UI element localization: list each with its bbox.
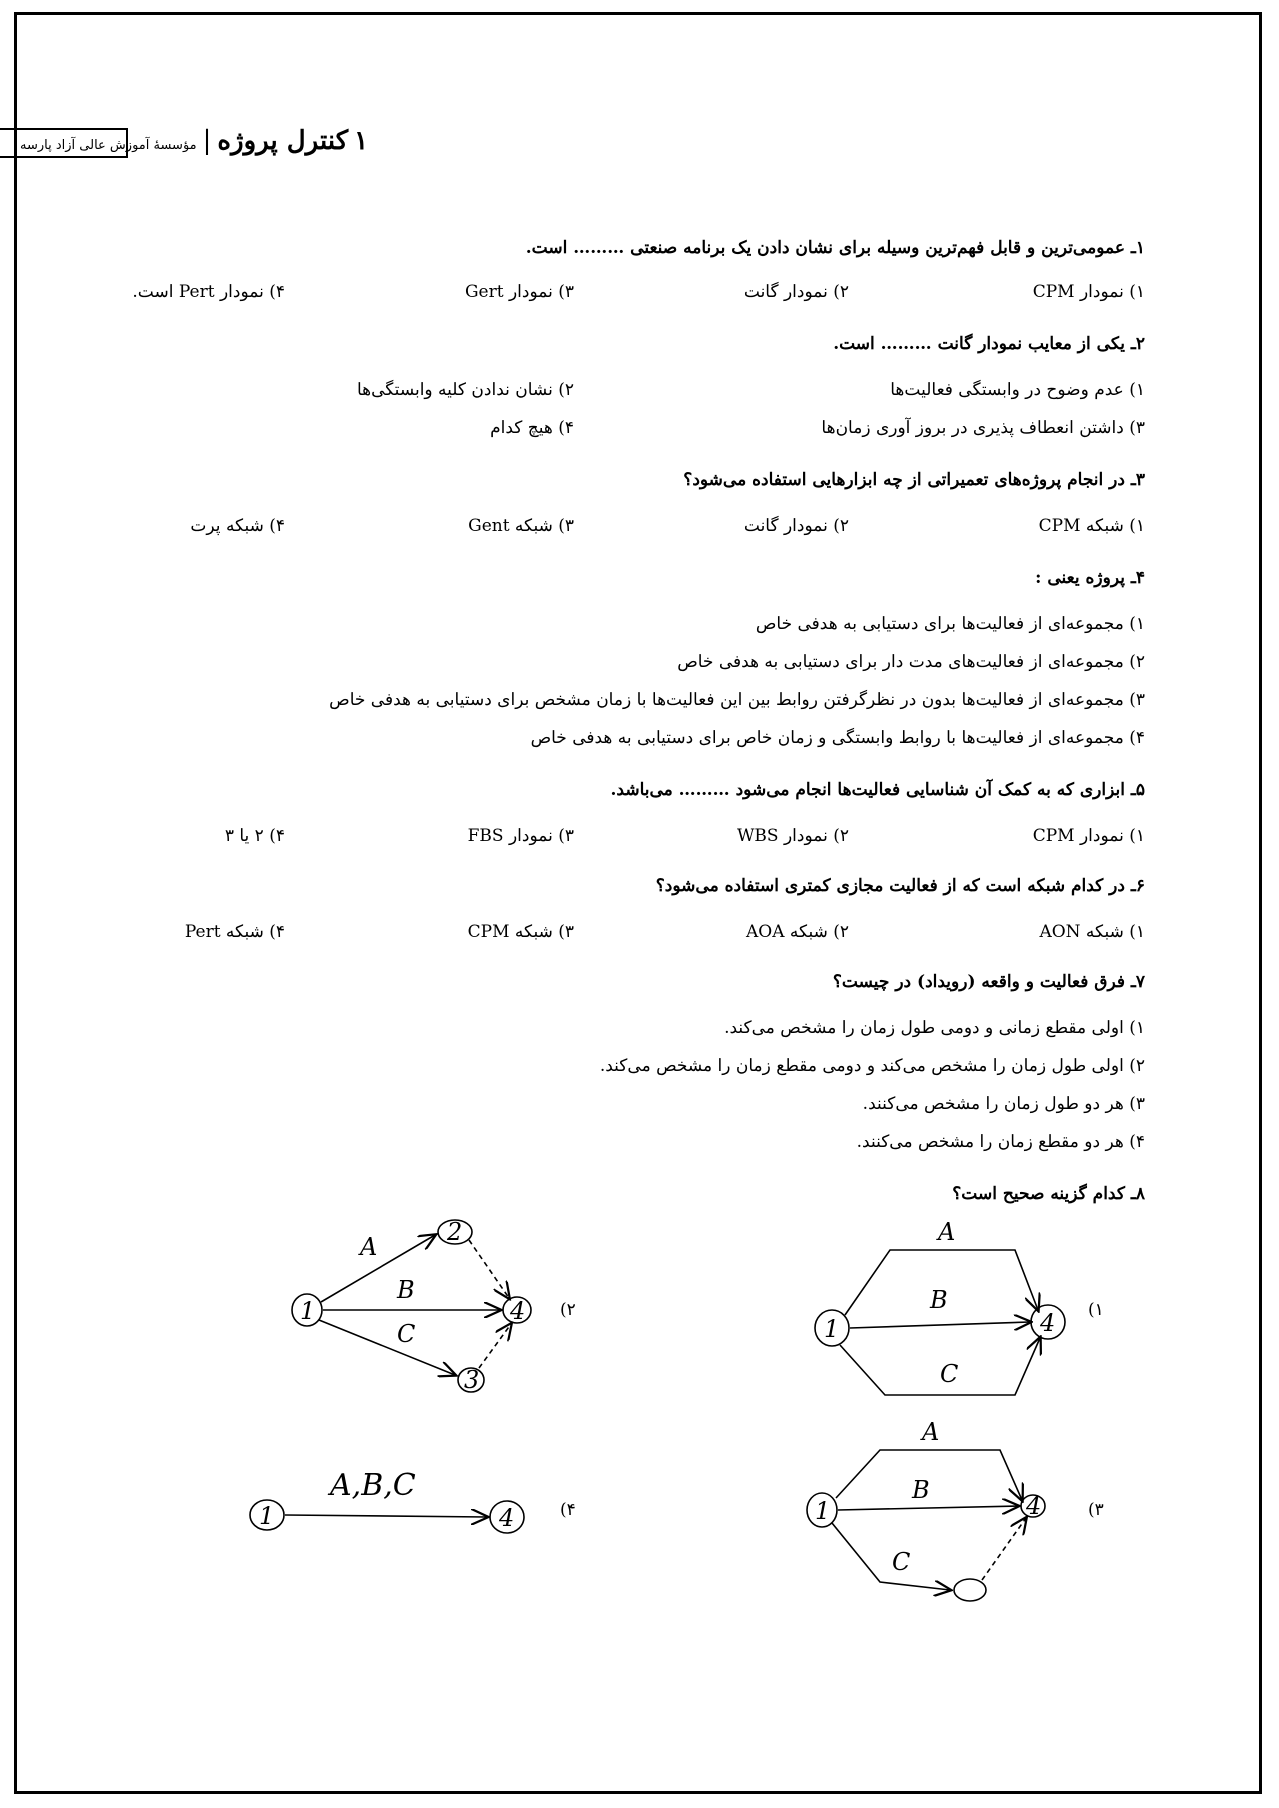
q1-option-4: ۴) نمودار Pert است. [132,282,285,302]
q8-option-4-label: ۴) [560,1500,576,1520]
q4-option-1: ۱) مجموعه‌ای از فعالیت‌ها برای دستیابی به هدفی خاص [755,614,1145,634]
question-6: ۶ـ در کدام شبکه است که از فعالیت مجازی کمتری استفاده می‌شود؟ [655,876,1145,896]
q7-option-2: ۲) اولی طول زمان را مشخص می‌کند و دومی مقطع زمان را مشخص می‌کند. [599,1056,1145,1076]
d2-label-a: A [360,1233,378,1261]
question-2: ۲ـ یکی از معایب نمودار گانت ……… است. [833,334,1145,354]
question-4: ۴ـ پروژه یعنی : [1035,568,1145,588]
d2-node-bottom-label: 3 [464,1366,480,1394]
d2-label-b: B [397,1276,415,1304]
q2-option-2: ۲) نشان ندادن کلیه وابستگی‌ها [356,380,574,400]
q3-option-2: ۲) نمودار گانت [743,516,849,536]
d1-node-start-label: 1 [824,1315,840,1343]
question-7: ۷ـ فرق فعالیت و واقعه (رویداد) در چیست؟ [832,972,1145,992]
q4-option-4: ۴) مجموعه‌ای از فعالیت‌ها با روابط وابستگی و زمان خاص برای دستیابی به هدفی خاص [530,728,1145,748]
q3-option-3: ۳) شبکه Gent [468,516,574,536]
d4-arrow [285,1515,487,1517]
q5-option-1: ۱) نمودار CPM [1032,826,1145,846]
d1-label-a: A [938,1218,956,1246]
d2-node-end-label: 4 [510,1297,526,1325]
header-separator: | [202,126,212,156]
q7-option-4: ۴) هر دو مقطع زمان را مشخص می‌کنند. [856,1132,1145,1152]
q5-option-3: ۳) نمودار FBS [467,826,574,846]
d2-node-top-label: 2 [447,1218,463,1246]
q8-option-3-label: ۳) [1088,1500,1104,1520]
d1-node-end-label: 4 [1040,1309,1056,1337]
d3-arrow-c [832,1523,950,1590]
d1-arrow-b [850,1322,1030,1328]
d2-node-start-label: 1 [300,1297,316,1325]
q6-option-2: ۲) شبکه AOA [746,922,849,942]
q2-option-4: ۴) هیچ کدام [490,418,574,438]
q5-option-4: ۴) ۲ یا ۳ [224,826,285,846]
d3-label-a: A [922,1418,940,1446]
q6-option-4: ۴) شبکه Pert [184,922,285,942]
d3-arrow-b [838,1506,1018,1510]
d3-node-dummy [954,1579,986,1601]
d3-node-start-label: 1 [815,1497,831,1525]
q6-option-3: ۳) شبکه CPM [467,922,574,942]
q3-option-4: ۴) شبکه پرت [190,516,285,536]
question-3: ۳ـ در انجام پروژه‌های تعمیراتی از چه ابزارهایی استفاده می‌شود؟ [683,470,1145,490]
q4-option-2: ۲) مجموعه‌ای از فعالیت‌های مدت دار برای دستیابی به هدفی خاص [677,652,1145,672]
q8-diagram-3 [800,1410,1070,1610]
q6-option-1: ۱) شبکه AON [1039,922,1145,942]
q1-option-1: ۱) نمودار CPM [1032,282,1145,302]
q1-option-3: ۳) نمودار Gert [464,282,574,302]
q8-diagram-1 [800,1210,1070,1410]
d3-label-c: C [892,1548,911,1576]
q8-option-1-label: ۱) [1088,1300,1104,1320]
q2-option-1: ۱) عدم وضوح در وابستگی فعالیت‌ها [890,380,1145,400]
d2-arrow-a [321,1235,435,1302]
d2-dummy-top [469,1240,509,1298]
d4-label: A,B,C [330,1468,416,1503]
institute-name: مؤسسهٔ آموزش عالی آزاد پارسه [20,138,197,153]
d2-arrow-c [319,1320,455,1375]
d2-label-c: C [397,1320,416,1348]
question-8: ۸ـ کدام گزینه صحیح است؟ [952,1184,1145,1204]
q8-option-2-label: ۲) [560,1300,576,1320]
q7-option-1: ۱) اولی مقطع زمانی و دومی طول زمان را مشخص می‌کند. [724,1018,1145,1038]
course-title: کنترل پروژه [217,126,349,156]
d1-label-c: C [940,1360,959,1388]
d2-dummy-bottom [479,1324,511,1368]
page-number: ۱ [354,126,369,156]
q7-option-3: ۳) هر دو طول زمان را مشخص می‌کنند. [862,1094,1145,1114]
q5-option-2: ۲) نمودار WBS [736,826,849,846]
q3-option-1: ۱) شبکه CPM [1038,516,1145,536]
d3-dummy-arrow [982,1518,1026,1580]
q1-option-2: ۲) نمودار گانت [743,282,849,302]
q4-option-3: ۳) مجموعه‌ای از فعالیت‌ها بدون در نظرگرفتن روابط بین این فعالیت‌ها با زمان مشخص برای دستیابی به هدفی خاص [329,690,1145,710]
q2-option-3: ۳) داشتن انعطاف پذیری در بروز آوری زمان‌ها [821,418,1145,438]
q8-diagram-4 [245,1455,535,1555]
question-1: ۱ـ عمومی‌ترین و قابل فهم‌ترین وسیله برای نشان دادن یک برنامه صنعتی ……… است. [525,238,1145,258]
d3-node-end-label: 4 [1026,1492,1042,1520]
d4-node-end-label: 4 [499,1504,515,1532]
d1-label-b: B [930,1286,948,1314]
d4-node-start-label: 1 [259,1502,275,1530]
q8-diagram-2 [285,1210,545,1400]
d3-label-b: B [912,1476,930,1504]
question-5: ۵ـ ابزاری که به کمک آن شناسایی فعالیت‌ها انجام می‌شود ……… می‌باشد. [610,780,1145,800]
